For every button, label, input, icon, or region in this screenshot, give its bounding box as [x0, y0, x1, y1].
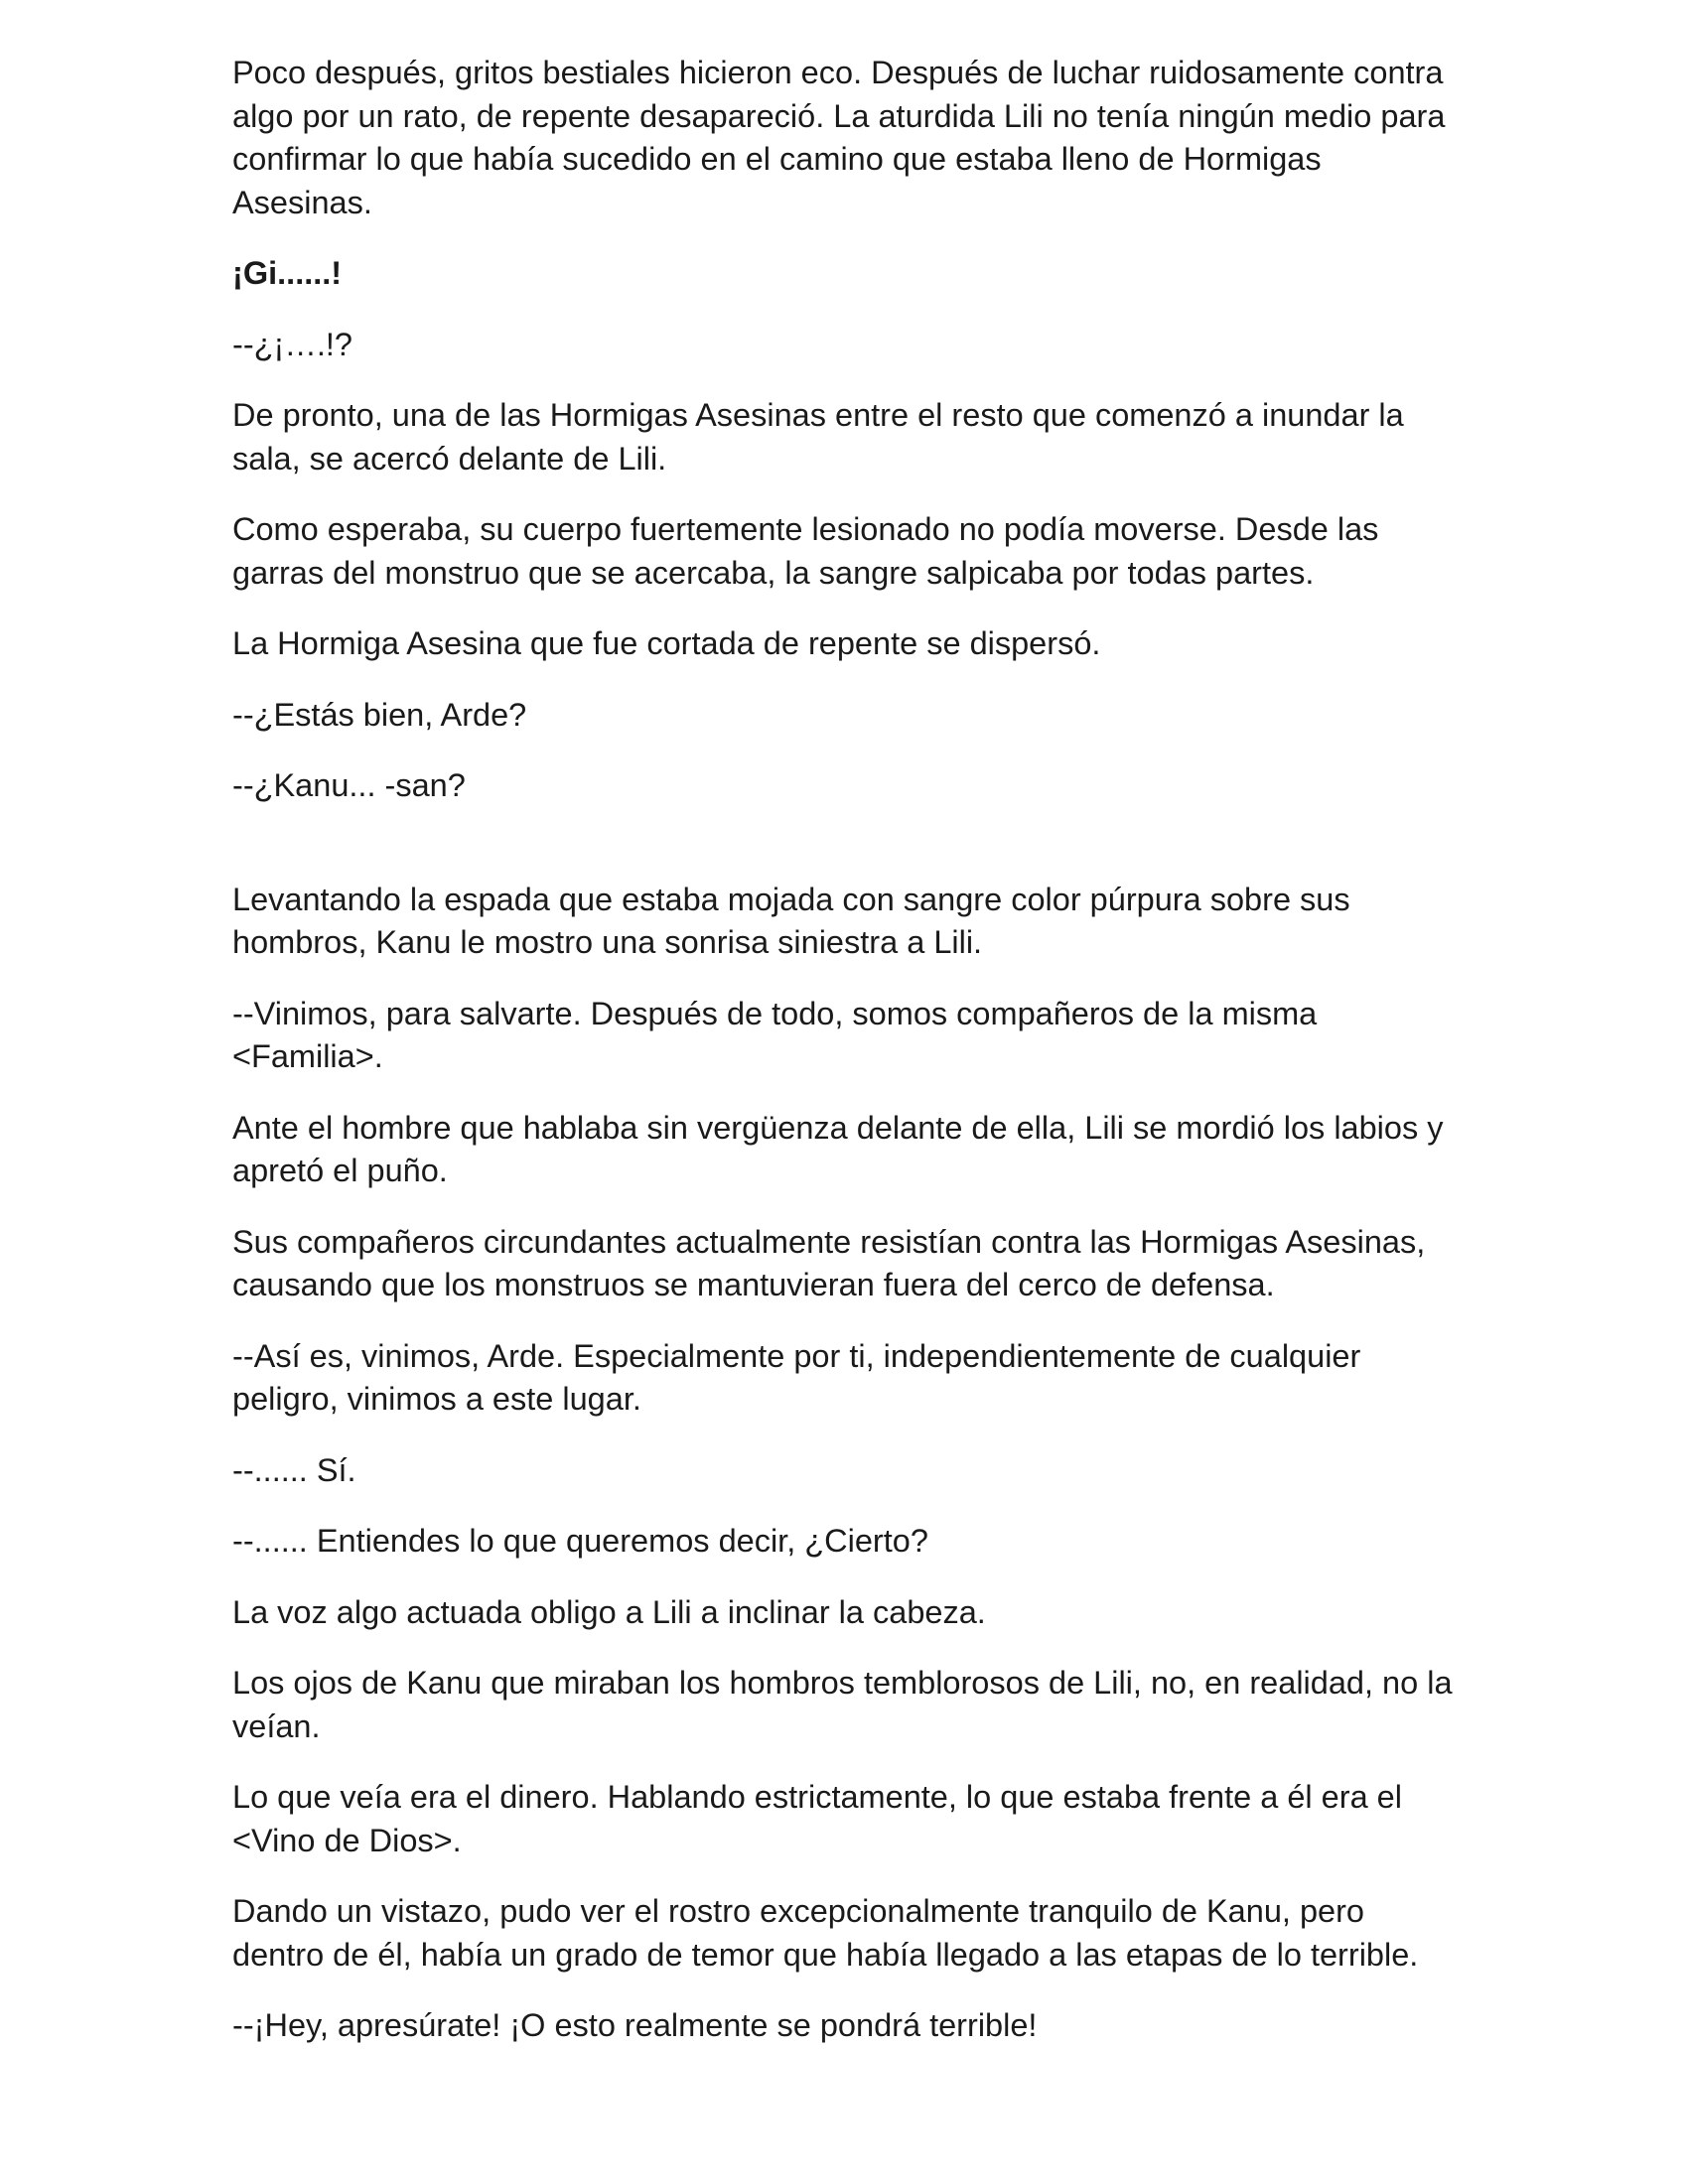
paragraph-narration: Los ojos de Kanu que miraban los hombros temblorosos de Lili, no, en realidad, no la veían. [232, 1665, 1453, 1744]
paragraph-dialogue: --...... Sí. [232, 1451, 356, 1488]
paragraph-narration: Ante el hombre que hablaba sin vergüenza delante de ella, Lili se mordió los labios y apretó el puño. [232, 1109, 1444, 1188]
document-body [232, 52, 1464, 2076]
paragraph-narration: Poco después, gritos bestiales hicieron eco. Después de luchar ruidosamente contra algo por un rato, de repente desapareció. La aturdida Lili no tenía ningún medio para confirmar lo que había sucedido en el camino que estaba lleno de Hormigas Asesinas. [232, 55, 1446, 220]
paragraph-dialogue: --¿Estás bien, Arde? [232, 696, 527, 733]
paragraph-dialogue: --¿¡….!? [232, 326, 352, 362]
paragraph-dialogue: --Así es, vinimos, Arde. Especialmente por ti, independientemente de cualquier peligro, vinimos a este lugar. [232, 1337, 1361, 1417]
paragraph-narration: Dando un vistazo, pudo ver el rostro excepcionalmente tranquilo de Kanu, pero dentro de él, había un grado de temor que había llegado a las etapas de lo terrible. [232, 1893, 1419, 1973]
paragraph-sound-effect: ¡Gi......! [232, 255, 343, 291]
paragraph-dialogue: --¡Hey, apresúrate! ¡O esto realmente se pondrá terrible! [232, 2007, 1038, 2043]
paragraph-narration: Lo que veía era el dinero. Hablando estrictamente, lo que estaba frente a él era el <Vino de Dios>. [232, 1779, 1402, 1858]
paragraph-narration: Levantando la espada que estaba mojada con sangre color púrpura sobre sus hombros, Kanu le mostro una sonrisa siniestra a Lili. [232, 881, 1350, 960]
paragraph-narration: De pronto, una de las Hormigas Asesinas entre el resto que comenzó a inundar la sala, se acercó delante de Lili. [232, 397, 1404, 477]
paragraph-narration: La voz algo actuada obligo a Lili a inclinar la cabeza. [232, 1593, 986, 1630]
paragraph-narration: Como esperaba, su cuerpo fuertemente lesionado no podía moverse. Desde las garras del monstruo que se acercaba, la sangre salpicaba por todas partes. [232, 511, 1379, 591]
paragraph-narration: La Hormiga Asesina que fue cortada de repente se dispersó. [232, 625, 1101, 661]
paragraph-narration: Sus compañeros circundantes actualmente resistían contra las Hormigas Asesinas, causando que los monstruos se mantuvieran fuera del cerco de defensa. [232, 1223, 1426, 1302]
paragraph-dialogue: --...... Entiendes lo que queremos decir, ¿Cierto? [232, 1523, 928, 1559]
paragraph-dialogue: --Vinimos, para salvarte. Después de todo, somos compañeros de la misma <Familia>. [232, 995, 1318, 1074]
paragraph-dialogue: --¿Kanu... -san? [232, 767, 466, 803]
